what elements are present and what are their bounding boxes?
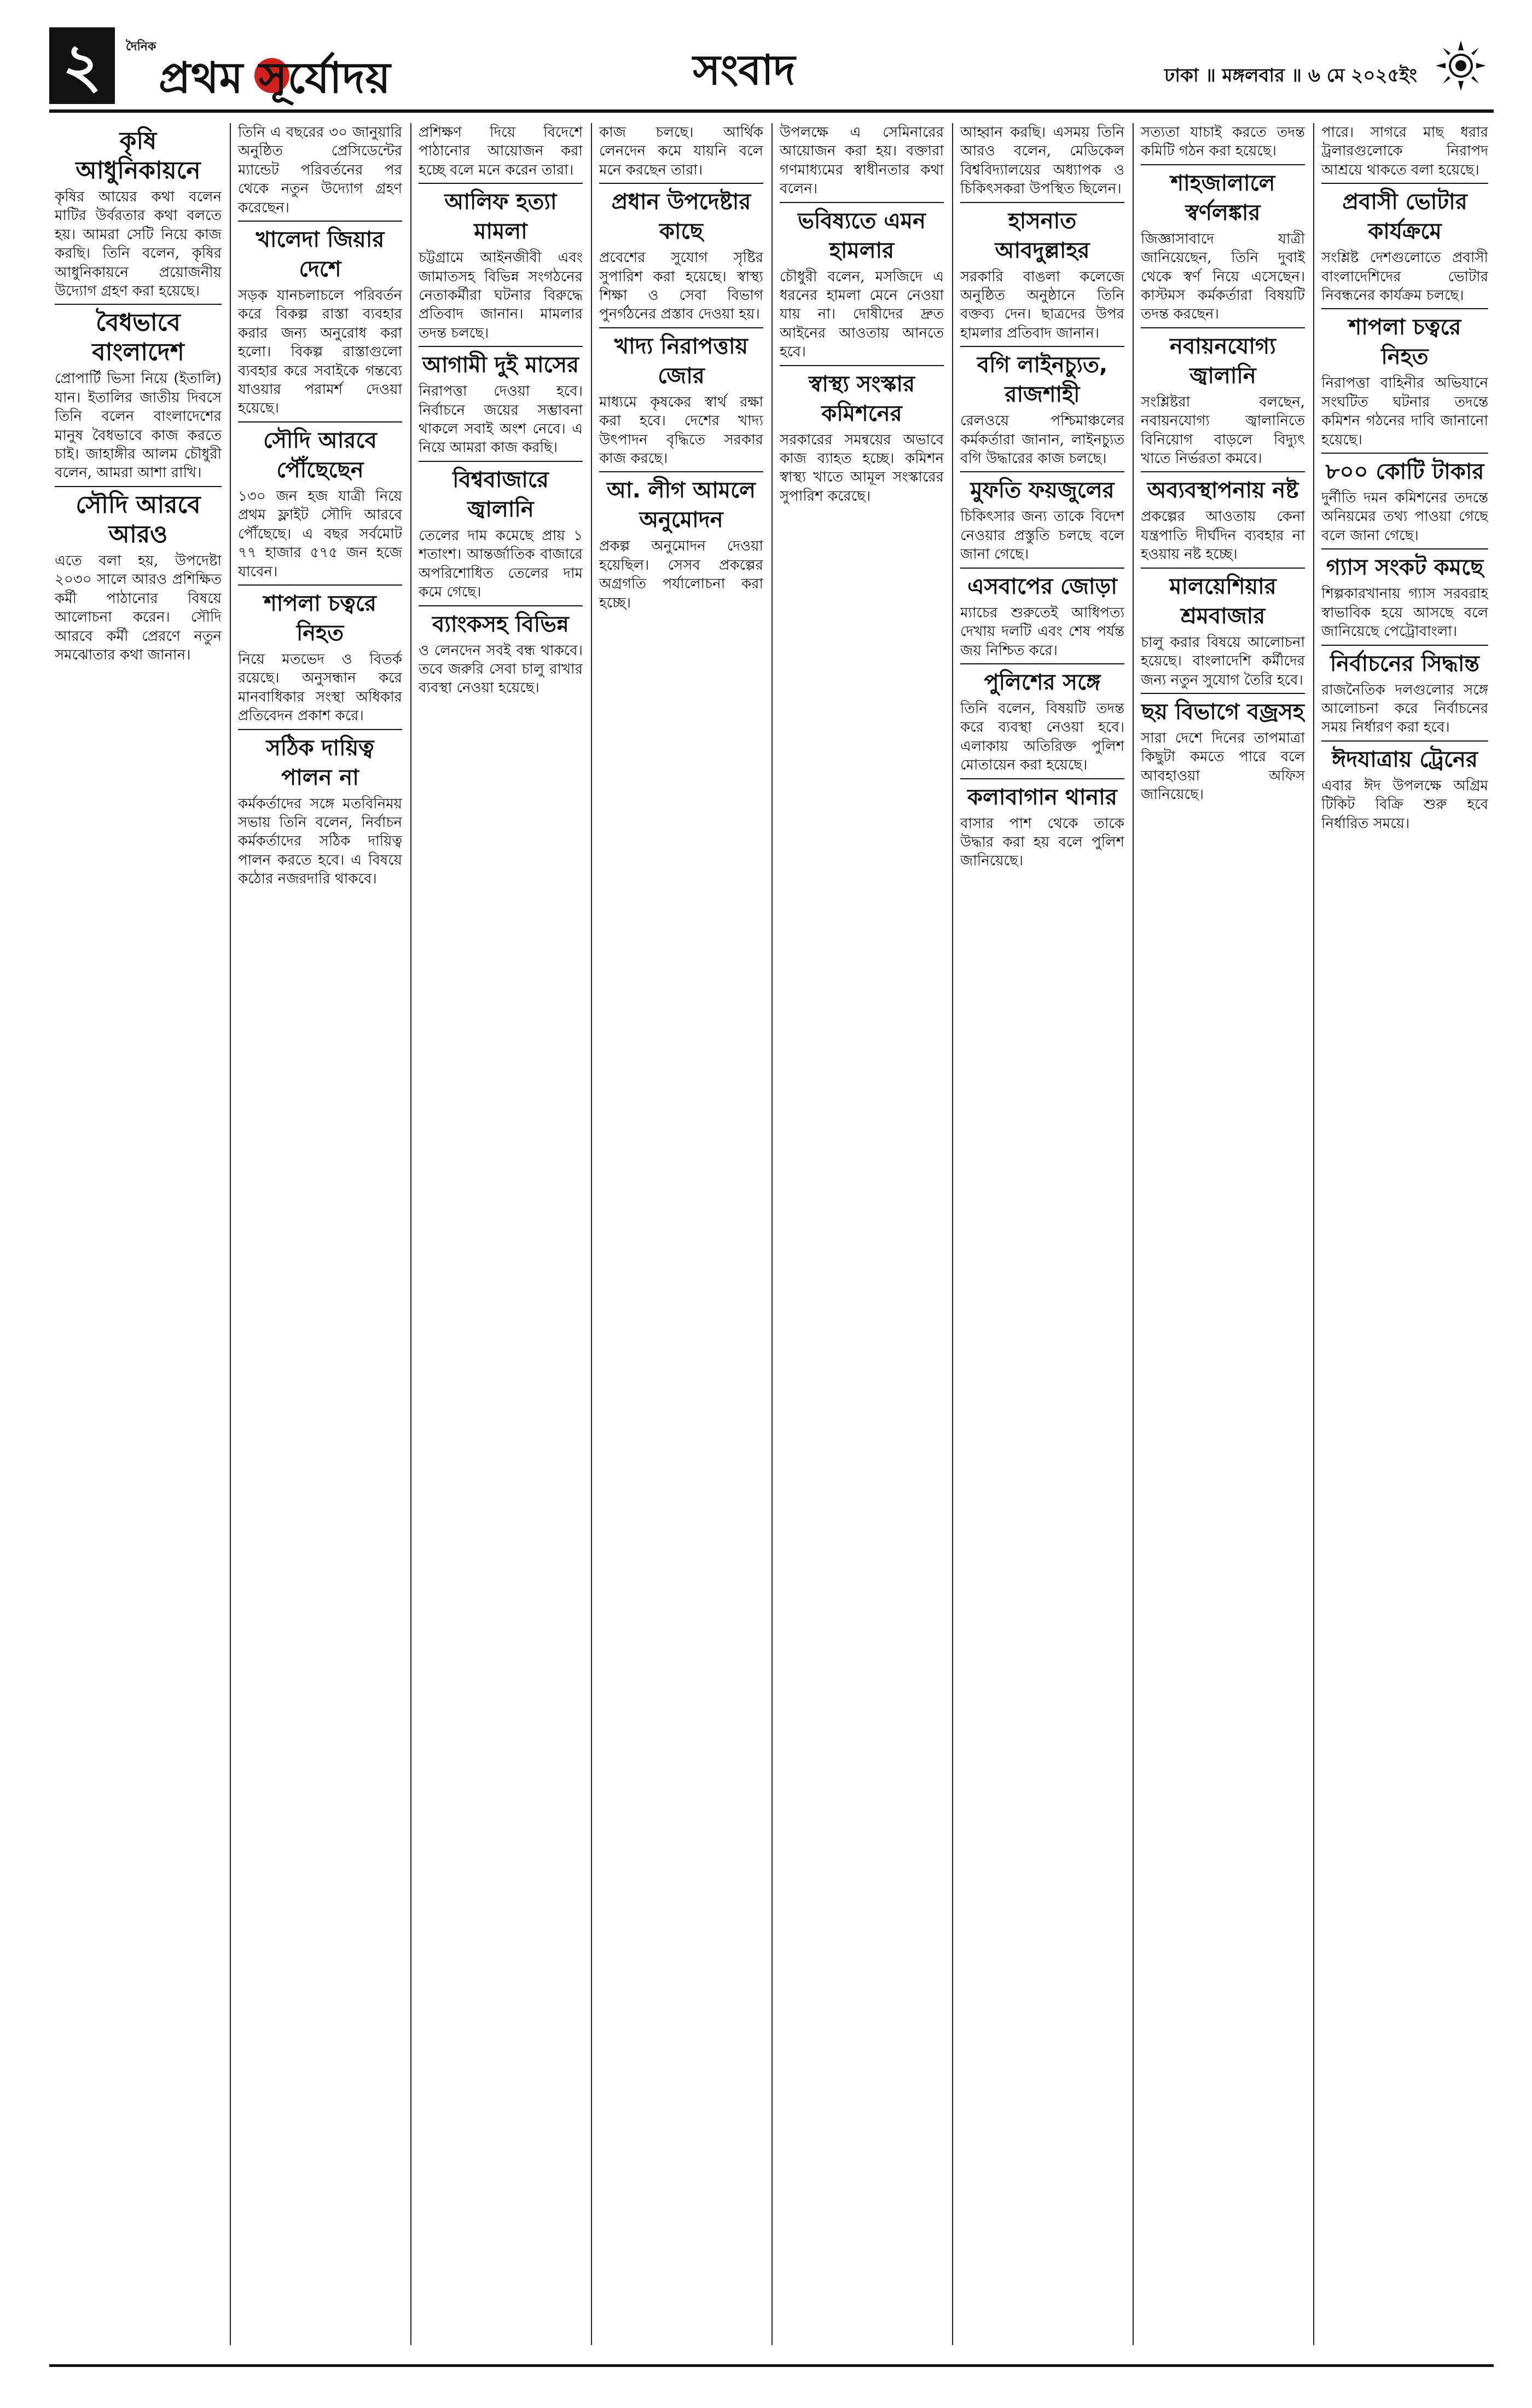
headline: ছয় বিভাগে বজ্রসহ — [1141, 699, 1304, 725]
headline: হাসনাত আবদুল্লাহর — [995, 208, 1090, 263]
article-text: সরকারি বাঙলা কলেজে অনুষ্ঠিত অনুষ্ঠানে তিনি বক্তব্য দেন। ছাত্রদের উপর হামলার প্রতিবাদ জানান। — [960, 268, 1124, 341]
footer-rule — [49, 2364, 1494, 2367]
column-rule — [410, 123, 411, 2345]
column-rule — [591, 123, 592, 2345]
article-text: নিরাপত্তা দেওয়া হবে। নির্বাচনে জয়ের সম্ভাবনা থাকলে সবাই অংশ নেবে। এ নিয়ে আমরা কাজ করছি। — [419, 383, 583, 456]
headline: আগামী দুই মাসের — [422, 352, 579, 378]
article-text: মাধ্যমে কৃষকের স্বার্থ রক্ষা করা হবে। দেশের খাদ্য উৎপাদন বৃদ্ধিতে সরকার কাজ করছে। — [599, 393, 763, 467]
dateline: ঢাকা ॥ মঙ্গলবার ॥ ৬ মে ২০২৫ইং — [1164, 65, 1417, 86]
headline: ব্যাংকসহ বিভিন্ন — [432, 611, 569, 637]
headline: স্বাস্থ্য সংস্কার কমিশনের — [808, 371, 915, 426]
article-text: সারা দেশে দিনের তাপমাত্রা কিছুটা কমতে পারে বলে আবহাওয়া অফিস জানিয়েছে। — [1141, 730, 1305, 803]
headline: আলিফ হত্যা মামলা — [444, 189, 557, 245]
masthead — [49, 27, 1494, 113]
headline: আ. লীগ আমলে অনুমোদন — [607, 478, 756, 533]
headline: খাদ্য নিরাপত্তায় জোর — [614, 333, 748, 389]
article-text: আহ্বান করছি। এসময় তিনি আরও বলেন, মেডিকেল বিশ্ববিদ্যালয়ের অধ্যাপক ও চিকিৎসকরা উপস্থিত ছিলেন। — [960, 124, 1124, 198]
headline: অব্যবস্থাপনায় নষ্ট — [1147, 478, 1299, 503]
article-text: চৌধুরী বলেন, মসজিদে এ ধরনের হামলা মেনে নেওয়া যায় না। দোষীদের দ্রুত আইনের আওতায় আনতে হবে। — [780, 268, 944, 361]
article-text: প্রকল্পের আওতায় কেনা যন্ত্রপাতি দীর্ঘদিন ব্যবহার না হওয়ায় নষ্ট হচ্ছে। — [1141, 508, 1305, 563]
article-text: কৃষির আয়ের কথা বলেন মাটির উর্বরতার কথা বলতে হয়। আমরা সেটি নিয়ে কাজ করছি। তিনি বলেন, কৃষির আধুনিকায়নে প্রয়োজনীয় উদ্যোগ গ্রহণ করা হয়েছে। — [55, 189, 222, 300]
headline: নবায়নযোগ্য জ্বালানি — [1170, 333, 1276, 389]
headline: শাহজালালে স্বর্ণলঙ্কার — [1170, 170, 1275, 225]
column-7 — [1141, 123, 1305, 2345]
headline: এসবাপের জোড়া — [967, 574, 1117, 599]
page-number: ২ — [49, 27, 115, 104]
headline: ঈদযাত্রায় ট্রেনের — [1332, 746, 1478, 772]
brand-logo — [126, 37, 410, 103]
headline: কলাবাগান থানার — [967, 784, 1117, 810]
article-text: নিয়ে মতভেদ ও বিতর্ক রয়েছে। অনুসন্ধান করে মানবাধিকার সংস্থা অধিকার প্রতিবেদন প্রকাশ করে। — [238, 651, 402, 725]
article-text: তিনি বলেন, বিষয়টি তদন্ত করে ব্যবস্থা নেওয়া হবে। এলাকায় অতিরিক্ত পুলিশ মোতায়েন করা হয়েছে। — [960, 700, 1124, 774]
daily-label: দৈনিক — [126, 39, 156, 54]
column-rule — [952, 123, 953, 2345]
article-text: প্রবেশের সুযোগ সৃষ্টির সুপারিশ করা হয়েছে। স্বাস্থ্য শিক্ষা ও সেবা বিভাগ পুনর্গঠনের প্রস্তাব দেওয়া হয়। — [599, 250, 763, 323]
headline: সৌদি আরবে পৌঁছেছেন — [263, 427, 377, 483]
headline: শাপলা চত্বরে নিহত — [264, 591, 376, 646]
article-text: এবার ঈদ উপলক্ষে অগ্রিম টিকিট বিক্রি শুরু হবে নির্ধারিত সময়ে। — [1321, 777, 1488, 832]
article-text: প্রকল্প অনুমোদন দেওয়া হয়েছিল। সেসব প্রকল্পের অগ্রগতি পর্যালোচনা করা হচ্ছে। — [599, 538, 763, 611]
article-text: সংশ্লিষ্টরা বলছেন, নবায়নযোগ্য জ্বালানিতে বিনিয়োগ বাড়লে বিদ্যুৎ খাতে নির্ভরতা কমবে। — [1141, 393, 1305, 467]
headline: বিশ্ববাজারে জ্বালানি — [452, 467, 549, 522]
article-text: জিজ্ঞাসাবাদে যাত্রী জানিয়েছেন, তিনি দুবাই থেকে স্বর্ণ নিয়ে এসেছেন। কাস্টমস কর্মকর্তারা বিষয়টি তদন্ত করছেন। — [1141, 230, 1305, 323]
article-text: পারে। সাগরে মাছ ধরার ট্রলারগুলোকে নিরাপদ আশ্রয়ে থাকতে বলা হয়েছে। — [1321, 124, 1488, 178]
article-text: চিকিৎসার জন্য তাকে বিদেশ নেওয়ার প্রস্তুতি চলছে বলে জানা গেছে। — [960, 508, 1124, 563]
headline: প্রবাসী ভোটার কার্যক্রমে — [1342, 189, 1467, 245]
column-1 — [55, 123, 222, 2345]
article-text: উপলক্ষে এ সেমিনারের আয়োজন করা হয়। বক্তারা গণমাধ্যমের স্বাধীনতার কথা বলেন। — [780, 124, 944, 198]
column-rule — [1133, 123, 1134, 2345]
headline: সঠিক দায়িত্ব পালন না — [266, 735, 374, 790]
headline: ভবিষ্যতে এমন হামলার — [798, 208, 926, 263]
article-text: শিল্পকারখানায় গ্যাস সরবরাহ স্বাভাবিক হয়ে আসছে বলে জানিয়েছে পেট্রোবাংলা। — [1321, 586, 1488, 640]
column-rule — [230, 123, 231, 2345]
headline: পুলিশের সঙ্গে — [984, 669, 1101, 695]
column-8 — [1321, 123, 1488, 2345]
headline: বৈধভাবে বাংলাদেশ — [92, 309, 184, 367]
article-text: রাজনৈতিক দলগুলোর সঙ্গে আলোচনা করে নির্বাচনের সময় নির্ধারণ করা হবে। — [1321, 681, 1488, 736]
article-text: প্রশিক্ষণ দিয়ে বিদেশে পাঠানোর আয়োজন করা হচ্ছে বলে মনে করেন তারা। — [419, 124, 583, 178]
headline: কৃষি আধুনিকায়নে — [76, 127, 201, 184]
article-text: রেলওয়ে পশ্চিমাঞ্চলের কর্মকর্তারা জানান, লাইনচ্যুত বগি উদ্ধারের কাজ চলছে। — [960, 413, 1124, 467]
article-text: সড়ক যানচলাচলে পরিবর্তন করে বিকল্প রাস্তা ব্যবহার করার জন্য অনুরোধ করা হলো। বিকল্প রাস্তাগুলো ব্যবহার করে সবাইকে গন্তব্যে যাওয়ার পরামর্শ দেওয়া হয়েছে। — [238, 287, 402, 417]
headline: ৮০০ কোটি টাকার — [1325, 459, 1484, 485]
headline: বগি লাইনচ্যুত, রাজশাহী — [977, 352, 1108, 408]
column-3 — [419, 123, 583, 2345]
article-text: তেলের দাম কমেছে প্রায় ১ শতাংশ। আন্তর্জাতিক বাজারে অপরিশোধিত তেলের দাম কমে গেছে। — [419, 527, 583, 601]
column-4 — [599, 123, 763, 2345]
column-5 — [780, 123, 944, 2345]
article-text: সংশ্লিষ্ট দেশগুলোতে প্রবাসী বাংলাদেশিদের ভোটার নিবন্ধনের কার্যক্রম চলছে। — [1321, 250, 1488, 304]
article-text: কাজ চলছে। আর্থিক লেনদেন কমে যায়নি বলে মনে করছেন তারা। — [599, 124, 763, 178]
column-2 — [238, 123, 402, 2345]
paper-name: প্রথম সূর্যোদয় — [159, 53, 391, 103]
headline: নির্বাচনের সিদ্ধান্ত — [1330, 651, 1479, 676]
headline: সৌদি আরবে আরও — [76, 490, 201, 548]
headline: শাপলা চত্বরে নিহত — [1348, 315, 1461, 370]
article-text: তিনি এ বছরের ৩০ জানুয়ারি অনুষ্ঠিত প্রেসিডেন্টের ম্যান্ডেট পরিবর্তনের পর থেকে নতুন উদ্যোগ গ্রহণ করেছেন। — [238, 124, 402, 216]
article-text: চালু করার বিষয়ে আলোচনা হয়েছে। বাংলাদেশি কর্মীদের জন্য নতুন সুযোগ তৈরি হবে। — [1141, 634, 1305, 688]
section-title: সংবাদ — [693, 45, 796, 94]
article-text: চট্টগ্রামে আইনজীবী এবং জামাতসহ বিভিন্ন সংগঠনের নেতাকর্মীরা ঘটনার বিরুদ্ধে প্রতিবাদ জানান। মামলার তদন্ত চলছে। — [419, 250, 583, 341]
headline: প্রধান উপদেষ্টার কাছে — [611, 189, 751, 245]
article-text: কর্মকর্তাদের সঙ্গে মতবিনিময় সভায় তিনি বলেন, নির্বাচন কর্মকর্তাদের সঠিক দায়িত্ব পালন করতে হবে। এ বিষয়ে কঠোর নজরদারি থাকবে। — [238, 795, 402, 888]
article-text: নিরাপত্তা বাহিনীর অভিযানে সংঘটিত ঘটনার তদন্তে কমিশন গঠনের দাবি জানানো হয়েছে। — [1321, 375, 1488, 448]
article-text: সরকারের সমন্বয়ের অভাবে কাজ ব্যাহত হচ্ছে। কমিশন স্বাস্থ্য খাতে আমূল সংস্কারের সুপারিশ করেছে। — [780, 431, 944, 505]
headline: খালেদা জিয়ার দেশে — [256, 227, 385, 282]
article-text: বাসার পাশ থেকে তাকে উদ্ধার করা হয় বলে পুলিশ জানিয়েছে। — [960, 815, 1124, 870]
headline: মুফতি ফয়জুলের — [970, 478, 1115, 503]
column-rule — [1313, 123, 1314, 2345]
headline: গ্যাস সংকট কমছে — [1326, 555, 1484, 581]
article-text: ম্যাচের শুরুতেই আধিপত্য দেখায় দলটি এবং শেষ পর্যন্ত জয় নিশ্চিত করে। — [960, 604, 1124, 659]
ornament-icon — [1434, 38, 1488, 93]
headline: মালয়েশিয়ার শ্রমবাজার — [1169, 574, 1276, 629]
article-text: সত্যতা যাচাই করতে তদন্ত কমিটি গঠন করা হয়েছে। — [1141, 124, 1305, 160]
article-text: দুর্নীতি দমন কমিশনের তদন্তে অনিয়মের তথ্য পাওয়া গেছে বলে জানা গেছে। — [1321, 490, 1488, 544]
column-rule — [771, 123, 773, 2345]
article-text: ও লেনদেন সবই বন্ধ থাকবে। তবে জরুরি সেবা চালু রাখার ব্যবস্থা নেওয়া হয়েছে। — [419, 642, 583, 697]
article-text: প্রোপার্টি ভিসা নিয়ে (ইতালি) যান। ইতালির জাতীয় দিবসে তিনি বলেন বাংলাদেশের মানুষ বৈধভাবে কাজ করতে চাই। জাহাঙ্গীর আলম চৌধুরী বলেন, আমরা আশা রাখি। — [55, 371, 222, 482]
column-6 — [960, 123, 1124, 2345]
article-text: এতে বলা হয়, উপদেষ্টা ২০৩০ সালে আরও প্রশিক্ষিত কর্মী পাঠানোর বিষয়ে আলোচনা করেন। সৌদি আরবে কর্মী প্রেরণে নতুন সমঝোতার কথা জানান। — [55, 552, 222, 663]
article-text: ১৩০ জন হজ যাত্রী নিয়ে প্রথম ফ্লাইট সৌদি আরবে পৌঁছেছে। এ বছর সর্বমোট ৭৭ হাজার ৫৭৫ জন হজে যাবেন। — [238, 488, 402, 580]
